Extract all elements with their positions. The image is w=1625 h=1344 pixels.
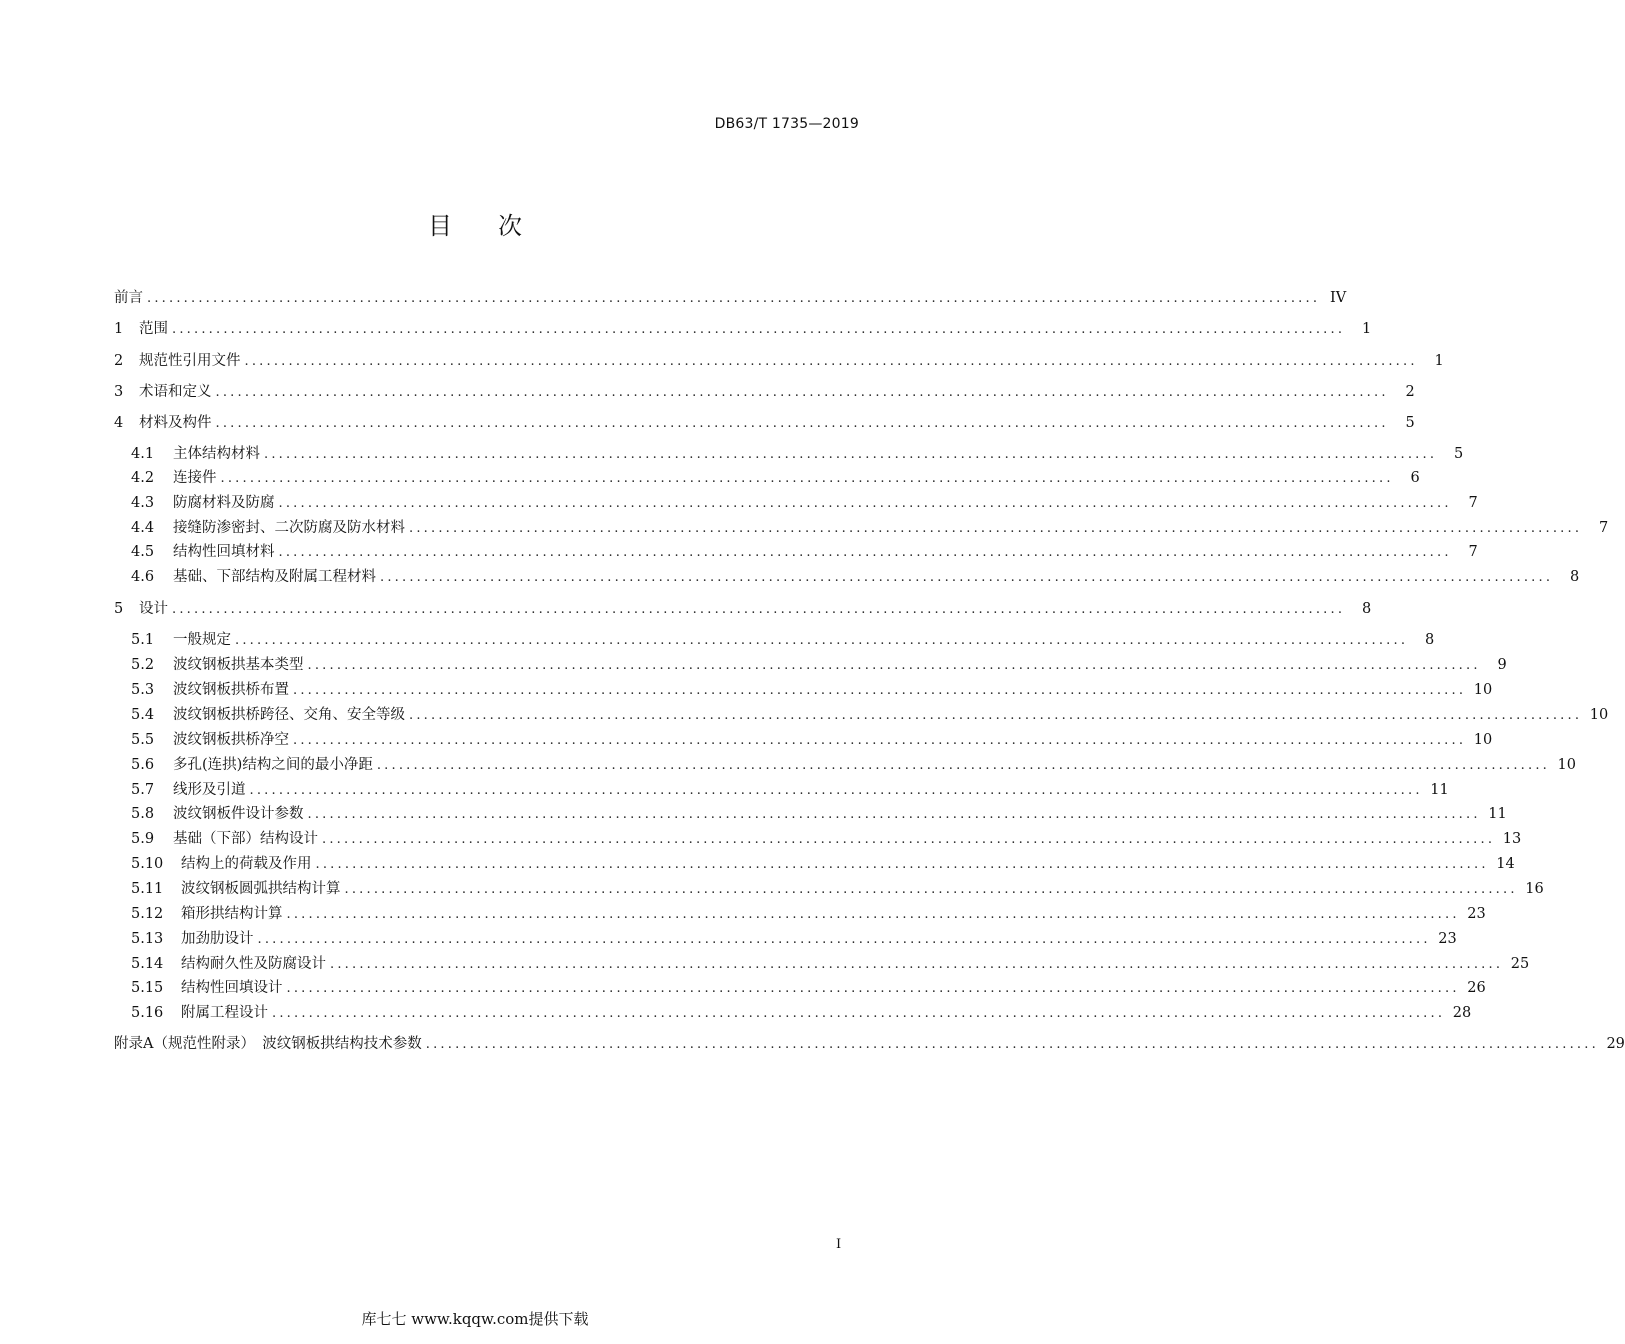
standard-code: DB63/T 1735—2019 [714, 116, 859, 132]
toc-entry[interactable] [131, 779, 1449, 801]
toc-leader-dots: ................................................................................................................................................................ [322, 832, 1496, 847]
toc-leader-dots: ................................................................................................................................................................ [272, 1006, 1446, 1021]
toc-entry-page: 8 [1569, 569, 1580, 585]
toc-entry-page: 7 [1468, 495, 1478, 511]
toc-entry-title: 结构上的荷载及作用 [181, 856, 312, 872]
toc-leader-dots: ................................................................................................................................................................ [330, 957, 1504, 972]
toc-leader-dots: ................................................................................................................................................................ [376, 758, 1550, 773]
toc-entry-number: 3 [114, 384, 124, 400]
toc-entry-title: 接缝防渗密封、二次防腐及防水材料 [173, 520, 405, 536]
toc-entry[interactable] [131, 1002, 1472, 1024]
toc-entry[interactable] [114, 412, 1415, 434]
toc-entry-page: 23 [1438, 931, 1457, 947]
toc-entry-title: 多孔(连拱)结构之间的最小净距 [173, 757, 373, 773]
toc-leader-dots: ................................................................................................................................................................ [264, 447, 1438, 462]
toc-leader-dots: ................................................................................................................................................................ [344, 882, 1518, 897]
toc-entry[interactable] [131, 928, 1457, 950]
toc-entry-page: 7 [1598, 520, 1609, 536]
toc-entry[interactable] [131, 443, 1464, 465]
toc-entry[interactable] [131, 853, 1515, 875]
toc-entry-number: 2 [114, 353, 124, 369]
toc-entry[interactable] [131, 704, 1609, 726]
toc-entry-page: 8 [1424, 632, 1435, 648]
toc-entry-title: 设计 [139, 601, 168, 617]
toc-leader-dots: ................................................................................................................................................................ [286, 907, 1460, 922]
toc-leader-dots: ................................................................................................................................................................ [286, 981, 1460, 996]
toc-entry-number: 5.7 [131, 782, 155, 798]
toc-leader-dots: ................................................................................................................................................................ [172, 602, 1346, 617]
toc-entry-page: 23 [1467, 906, 1486, 922]
toc-entry-title: 材料及构件 [139, 415, 212, 431]
toc-entry-title: 波纹钢板件设计参数 [173, 806, 304, 822]
toc-entry-title: 加劲肋设计 [181, 931, 254, 947]
toc-entry-number: 5.15 [131, 980, 164, 996]
toc-entry[interactable] [114, 1033, 1625, 1055]
toc-entry-title: 波纹钢板拱桥净空 [173, 732, 289, 748]
toc-entry-page: 11 [1488, 806, 1507, 822]
toc-leader-dots: ................................................................................................................................................................ [380, 570, 1554, 585]
toc-leader-dots: ................................................................................................................................................................ [425, 1037, 1599, 1052]
toc-entry-title: 波纹钢板拱桥布置 [173, 682, 289, 698]
toc-entry[interactable] [131, 467, 1420, 489]
toc-entry[interactable] [131, 953, 1530, 975]
toc-entry-title: 一般规定 [173, 632, 231, 648]
toc-entry-number: 4.3 [131, 495, 155, 511]
toc-leader-dots: ................................................................................................................................................................ [293, 733, 1467, 748]
toc-entry-title: 规范性引用文件 [139, 353, 241, 369]
toc-entry[interactable] [131, 803, 1507, 825]
toc-leader-dots: ................................................................................................................................................................ [307, 658, 1481, 673]
toc-entry-title: 结构性回填材料 [173, 544, 275, 560]
toc-entry-title: 基础（下部）结构设计 [173, 831, 318, 847]
toc-entry-number: 4.1 [131, 446, 155, 462]
toc-entry-title: 前言 [114, 290, 143, 306]
toc-entry[interactable] [131, 629, 1435, 651]
toc-entry-title: 波纹钢板拱基本类型 [173, 657, 304, 673]
toc-entry[interactable] [131, 878, 1544, 900]
download-source-note: 库七七 www.kqqw.com提供下载 [361, 1310, 589, 1328]
toc-entry-page: 2 [1405, 384, 1415, 400]
toc-leader-dots: ................................................................................................................................................................ [315, 857, 1489, 872]
toc-entry-number: 5.3 [131, 682, 155, 698]
toc-entry-number: 5.8 [131, 806, 155, 822]
toc-entry-page: 5 [1453, 446, 1464, 462]
toc-entry-title: 线形及引道 [173, 782, 246, 798]
toc-leader-dots: ................................................................................................................................................................ [172, 322, 1346, 337]
toc-entry[interactable] [131, 754, 1576, 776]
toc-entry[interactable] [131, 903, 1486, 925]
toc-leader-dots: ................................................................................................................................................................ [293, 683, 1467, 698]
toc-entry-page: 11 [1430, 782, 1449, 798]
toc-entry-number: 4.4 [131, 520, 155, 536]
toc-entry-number: 5.13 [131, 931, 164, 947]
toc-entry-title: 连接件 [173, 470, 217, 486]
toc-entry-number: 5.12 [131, 906, 164, 922]
toc-entry-page: IV [1329, 290, 1347, 306]
toc-leader-dots: ................................................................................................................................................................ [215, 416, 1389, 431]
toc-entry-number: 5.14 [131, 956, 164, 972]
toc-leader-dots: ................................................................................................................................................................ [278, 545, 1452, 560]
page-title: 目次 [428, 212, 568, 240]
toc-entry-number: 5.4 [131, 707, 155, 723]
toc-entry-page: 7 [1468, 544, 1478, 560]
toc-entry-number: 4.5 [131, 544, 155, 560]
toc-entry-page: 29 [1606, 1036, 1625, 1052]
toc-entry-title: 附属工程设计 [181, 1005, 268, 1021]
toc-entry-page: 13 [1502, 831, 1522, 847]
toc-entry-page: 6 [1410, 470, 1420, 486]
toc-entry[interactable] [114, 287, 1347, 309]
toc-leader-dots: ................................................................................................................................................................ [220, 471, 1394, 486]
toc-entry-page: 10 [1589, 707, 1609, 723]
toc-leader-dots: ................................................................................................................................................................ [278, 496, 1452, 511]
toc-entry-title: 基础、下部结构及附属工程材料 [173, 569, 376, 585]
toc-entry-number: 5.2 [131, 657, 155, 673]
toc-entry-page: 28 [1452, 1005, 1472, 1021]
toc-entry-number: 5.6 [131, 757, 155, 773]
toc-entry-title: 附录A（规范性附录） 波纹钢板拱结构技术参数 [114, 1036, 422, 1052]
toc-entry[interactable] [114, 598, 1372, 620]
toc-entry-page: 1 [1361, 321, 1372, 337]
toc-entry[interactable] [114, 381, 1415, 403]
toc-entry-page: 10 [1473, 682, 1493, 698]
toc-entry[interactable] [131, 566, 1580, 588]
toc-entry-page: 16 [1525, 881, 1544, 897]
toc-entry-number: 5.16 [131, 1005, 164, 1021]
toc-entry-number: 4.6 [131, 569, 155, 585]
toc-leader-dots: ................................................................................................................................................................ [244, 354, 1418, 369]
toc-entry-title: 箱形拱结构计算 [181, 906, 283, 922]
toc-entry-title: 波纹钢板圆弧拱结构计算 [181, 881, 341, 897]
toc-entry-number: 5.10 [131, 856, 164, 872]
toc-leader-dots: ................................................................................................................................................................ [409, 521, 1583, 536]
toc-entry-title: 波纹钢板拱桥跨径、交角、安全等级 [173, 707, 405, 723]
toc-entry-page: 1 [1434, 353, 1444, 369]
toc-leader-dots: ................................................................................................................................................................ [235, 633, 1409, 648]
toc-entry[interactable] [131, 828, 1522, 850]
toc-entry-page: 8 [1361, 601, 1372, 617]
toc-leader-dots: ................................................................................................................................................................ [147, 291, 1321, 306]
toc-entry-title: 结构性回填设计 [181, 980, 283, 996]
toc-entry[interactable] [131, 517, 1609, 539]
toc-entry-page: 5 [1405, 415, 1415, 431]
toc-entry-title: 主体结构材料 [173, 446, 260, 462]
toc-leader-dots: ................................................................................................................................................................ [249, 783, 1423, 798]
toc-entry[interactable] [131, 679, 1493, 701]
toc-entry-number: 1 [114, 321, 124, 337]
toc-entry-page: 10 [1557, 757, 1576, 773]
toc-entry-title: 防腐材料及防腐 [173, 495, 275, 511]
toc-entry-page: 26 [1467, 980, 1486, 996]
toc-entry-title: 结构耐久性及防腐设计 [181, 956, 326, 972]
toc-leader-dots: ................................................................................................................................................................ [257, 932, 1431, 947]
toc-entry-number: 4 [114, 415, 124, 431]
toc-entry-page: 14 [1496, 856, 1515, 872]
toc-entry[interactable] [114, 350, 1444, 372]
toc-leader-dots: ................................................................................................................................................................ [409, 708, 1583, 723]
toc-leader-dots: ................................................................................................................................................................ [307, 807, 1481, 822]
toc-entry-title: 范围 [139, 321, 168, 337]
toc-entry[interactable] [131, 541, 1478, 563]
toc-entry-page: 25 [1510, 956, 1530, 972]
toc-entry-number: 5.11 [131, 881, 164, 897]
toc-entry[interactable] [131, 977, 1486, 999]
toc-entry[interactable] [131, 729, 1493, 751]
toc-entry-title: 术语和定义 [139, 384, 212, 400]
toc-entry-number: 4.2 [131, 470, 155, 486]
toc-entry-page: 10 [1473, 732, 1493, 748]
toc-entry[interactable] [131, 492, 1478, 514]
toc-entry-number: 5.9 [131, 831, 155, 847]
toc-entry[interactable] [131, 654, 1507, 676]
toc-entry-page: 9 [1497, 657, 1507, 673]
toc-leader-dots: ................................................................................................................................................................ [215, 385, 1389, 400]
toc-entry-number: 5 [114, 601, 124, 617]
toc-entry-number: 5.5 [131, 732, 155, 748]
page-number: I [836, 1237, 842, 1252]
toc-entry[interactable] [114, 318, 1372, 340]
toc-entry-number: 5.1 [131, 632, 155, 648]
